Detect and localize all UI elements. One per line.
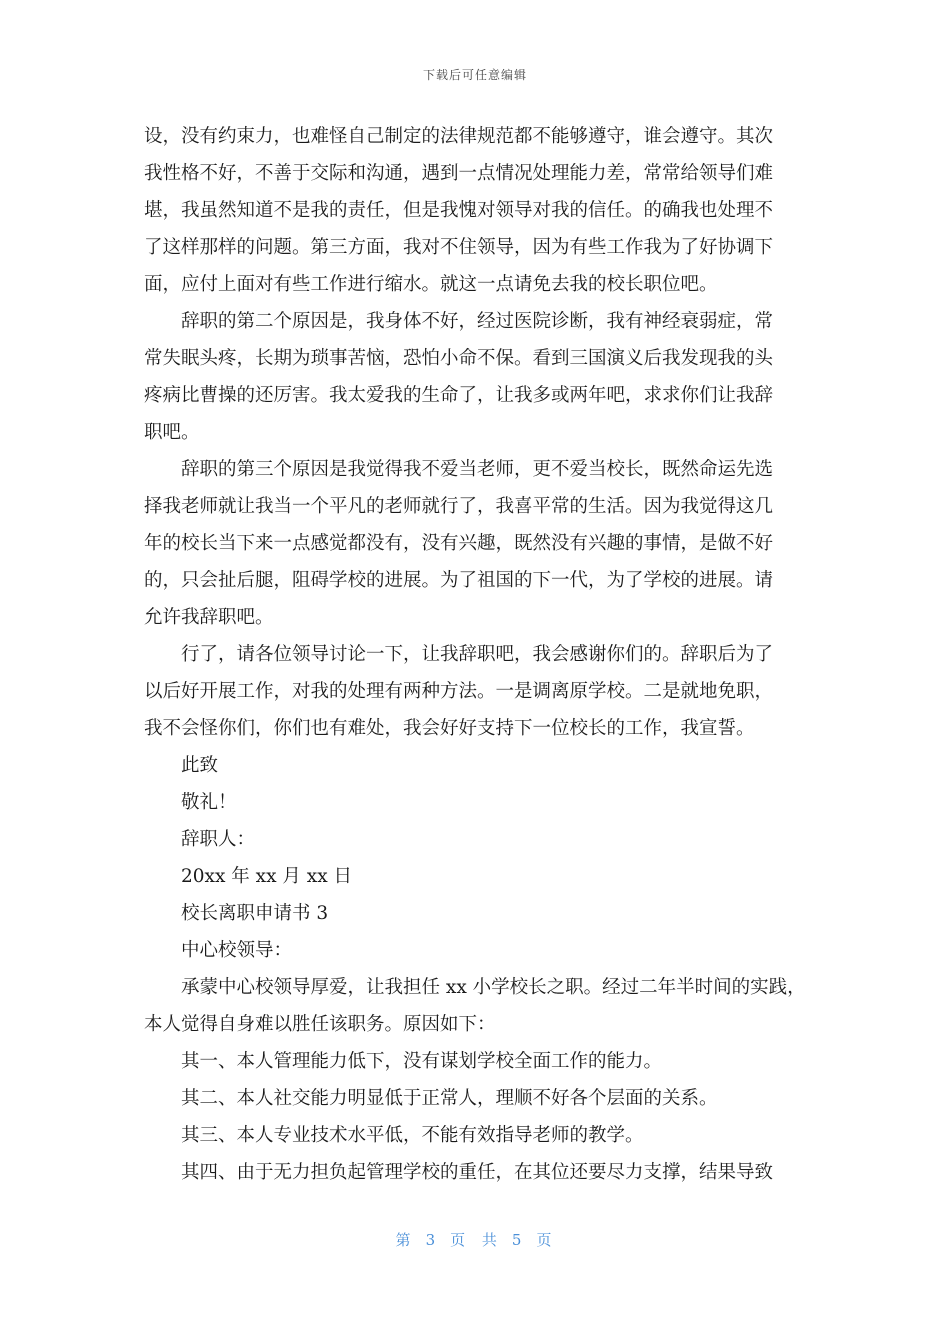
page-number	[0, 1229, 950, 1250]
section-title: 校长离职申请书 3	[181, 903, 329, 924]
text-line: 年的校长当下来一点感觉都没有，没有兴趣，既然没有兴趣的事情，是做不好	[144, 533, 774, 554]
date-text: 20xx 年 xx 月 xx 日	[181, 866, 353, 887]
text-line: 常失眠头疼，长期为琐事苦恼，恐怕小命不保。看到三国演义后我发现我的头	[144, 348, 774, 369]
text-line: 允许我辞职吧。	[144, 607, 274, 628]
paragraph-reason-three	[144, 451, 810, 636]
paragraph-continued	[144, 118, 810, 303]
reason-item: 其四、由于无力担负起管理学校的重任，在其位还要尽力支撑，结果导致	[181, 1162, 774, 1183]
current-page: 3	[425, 1231, 439, 1249]
text-line: 择我老师就让我当一个平凡的老师就行了，我喜平常的生活。因为我觉得这几	[144, 496, 774, 517]
page-suffix: 页	[536, 1231, 555, 1249]
salutation-text: 敬礼！	[181, 792, 237, 813]
paragraph-conclusion	[144, 636, 810, 747]
text-line: 承蒙中心校领导厚爱，让我担任 xx 小学校长之职。经过二年半时间的实践，	[181, 977, 806, 998]
document-body	[144, 118, 810, 1191]
paragraph-reason-two	[144, 303, 810, 451]
page-prefix: 第	[395, 1231, 414, 1249]
reason-item: 其三、本人专业技术水平低，不能有效指导老师的教学。	[181, 1125, 644, 1146]
page-middle: 页 共	[450, 1231, 500, 1249]
text-line: 了这样那样的问题。第三方面，我对不住领导，因为有些工作我为了好协调下	[144, 237, 774, 258]
reason-item: 其二、本人社交能力明显低于正常人，理顺不好各个层面的关系。	[181, 1088, 718, 1109]
text-line: 堪，我虽然知道不是我的责任，但是我愧对领导对我的信任。的确我也处理不	[144, 200, 774, 221]
text-line: 本人觉得自身难以胜任该职务。原因如下：	[144, 1014, 496, 1035]
paragraph-intro	[144, 969, 810, 1043]
text-line: 职吧。	[144, 422, 200, 443]
text-line: 疼病比曹操的还厉害。我太爱我的生命了，让我多或两年吧，求求你们让我辞	[144, 385, 774, 406]
text-line: 行了，请各位领导讨论一下，让我辞职吧，我会感谢你们的。辞职后为了	[181, 644, 774, 665]
addressee-text: 中心校领导：	[181, 940, 293, 961]
text-line: 我不会怪你们，你们也有难处，我会好好支持下一位校长的工作，我宣誓。	[144, 718, 755, 739]
reason-item: 其一、本人管理能力低下，没有谋划学校全面工作的能力。	[181, 1051, 663, 1072]
text-line: 我性格不好，不善于交际和沟通，遇到一点情况处理能力差，常常给领导们难	[144, 163, 774, 184]
page-header-note: 下载后可任意编辑	[422, 68, 527, 82]
closing-text: 此致	[181, 755, 219, 776]
text-line: 面，应付上面对有些工作进行缩水。就这一点请免去我的校长职位吧。	[144, 274, 718, 295]
text-line: 以后好开展工作，对我的处理有两种方法。一是调离原学校。二是就地免职，	[144, 681, 774, 702]
text-line: 辞职的第二个原因是，我身体不好，经过医院诊断，我有神经衰弱症，常	[181, 311, 774, 332]
text-line: 设，没有约束力，也难怪自己制定的法律规范都不能够遵守，谁会遵守。其次	[144, 126, 774, 147]
total-pages: 5	[511, 1231, 525, 1249]
text-line: 辞职的第三个原因是我觉得我不爱当老师，更不爱当校长，既然命运先选	[181, 459, 774, 480]
signer-label: 辞职人：	[181, 829, 256, 850]
text-line: 的，只会扯后腿，阻碍学校的进展。为了祖国的下一代，为了学校的进展。请	[144, 570, 774, 591]
